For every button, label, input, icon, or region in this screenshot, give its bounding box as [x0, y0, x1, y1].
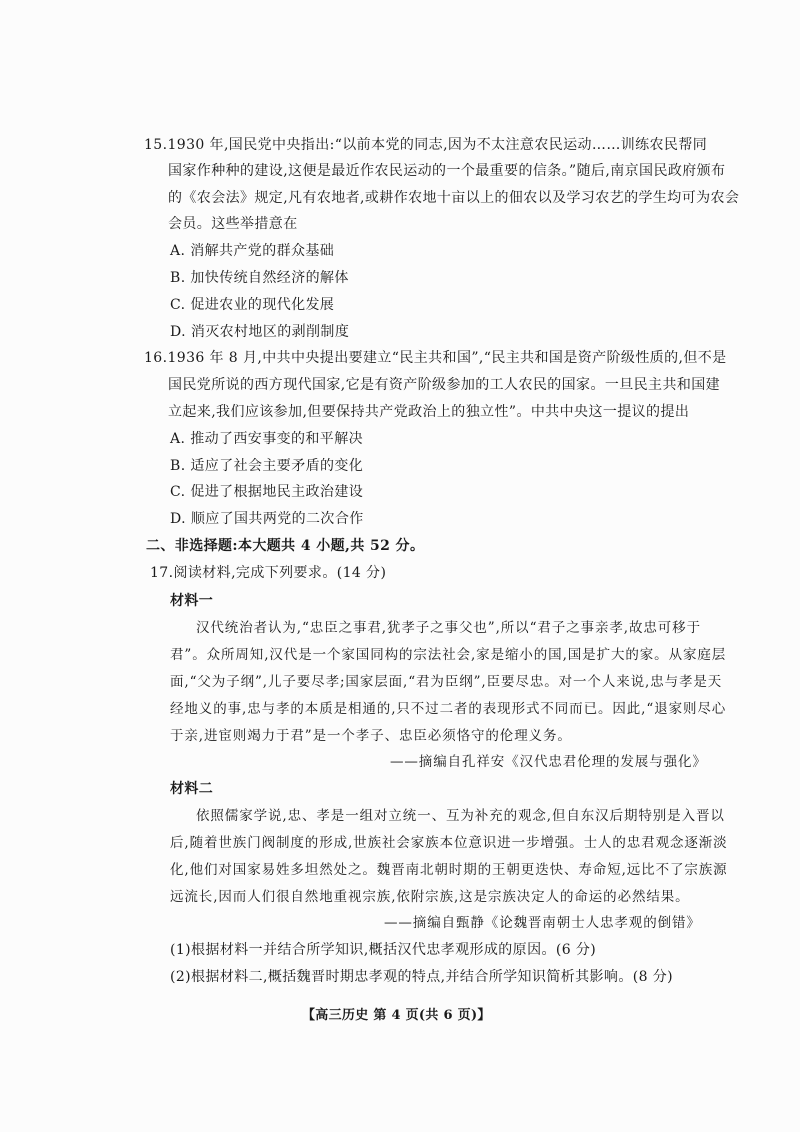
- material-1-line-2: 君”。众所周知,汉代是一个家国同构的宗法社会,家是缩小的国,国是扩大的家。从家庭层: [170, 647, 727, 663]
- section-heading: 二、非选择题:本大题共 4 小题,共 52 分。: [146, 538, 425, 554]
- q16-option-a: A. 推动了西安事变的和平解决: [170, 431, 364, 447]
- q15-option-a: A. 消解共产党的群众基础: [170, 243, 335, 259]
- material-2-title: 材料二: [170, 781, 214, 797]
- q15-line-3: 的《农会法》规定,凡有农地者,或耕作农地十亩以上的佃农以及学习农艺的学生均可为农会: [168, 190, 740, 206]
- q15-option-b: B. 加快传统自然经济的解体: [170, 270, 349, 286]
- q16-line-1: 16.1936 年 8 月,中共中央提出要建立“民主共和国”,“民主共和国是资产阶级性质的,但不是: [144, 350, 727, 366]
- page-footer: 【高三历史 第 4 页(共 6 页)】: [302, 1008, 491, 1023]
- q15-option-c: C. 促进农业的现代化发展: [170, 297, 335, 313]
- q15-line-1: 15.1930 年,国民党中央指出:“以前本党的同志,因为不太注意农民运动……训练农民帮同: [144, 137, 708, 153]
- q16-line-3: 立起来,我们应该参加,但要保持共产党政治上的独立性”。中共中央这一提议的提出: [168, 404, 690, 420]
- q15-line-2: 国家作种种的建设,这便是最近作农民运动的一个最重要的信条。”随后,南京国民政府颁布: [168, 163, 726, 179]
- material-2-source: ——摘编自甄静《论魏晋南朝士人忠孝观的倒错》: [384, 915, 701, 931]
- material-1-title: 材料一: [170, 593, 214, 609]
- q16-option-c: C. 促进了根据地民主政治建设: [170, 484, 364, 500]
- material-2-line-3: 化,他们对国家易姓多坦然处之。魏晋南北朝时期的王朝更迭快、寿命短,远比不了宗族源: [170, 862, 728, 878]
- q16-option-b: B. 适应了社会主要矛盾的变化: [170, 458, 364, 474]
- q17-requirement-2: (2)根据材料二,概括魏晋时期忠孝观的特点,并结合所学知识简析其影响。(8 分): [170, 969, 674, 985]
- material-2-line-4: 远流长,因而人们很自然地重视宗族,依附宗族,这是宗族决定人的命运的必然结果。: [170, 889, 690, 905]
- material-1-line-5: 于亲,进宦则竭力于君”是一个孝子、忠臣必须恪守的伦理义务。: [170, 728, 572, 744]
- q15-option-d: D. 消灭农村地区的剥削制度: [170, 324, 350, 340]
- q16-line-2: 国民党所说的西方现代国家,它是有资产阶级参加的工人农民的国家。一旦民主共和国建: [168, 377, 721, 393]
- material-1-line-4: 经地义的事,忠与孝的本质是相通的,只不过二者的表现形式不同而已。因此,“退家则尽心: [170, 701, 727, 717]
- material-1-line-3: 面,“父为子纲”,儿子要尽孝;国家层面,“君为臣纲”,臣要尽忠。对一个人来说,忠与孝是天: [170, 674, 723, 690]
- material-2-line-1: 依照儒家学说,忠、孝是一组对立统一、互为补充的观念,但自东汉后期特别是入晋以: [196, 808, 725, 824]
- q17-stem: 17.阅读材料,完成下列要求。(14 分): [150, 565, 387, 581]
- q17-requirement-1: (1)根据材料一并结合所学知识,概括汉代忠孝观形成的原因。(6 分): [170, 942, 597, 958]
- material-1-source: ——摘编自孔祥安《汉代忠君伦理的发展与强化》: [390, 754, 707, 770]
- material-2-line-2: 后,随着世族门阀制度的形成,世族社会家族本位意识进一步增强。士人的忠君观念逐渐淡: [170, 835, 728, 851]
- material-1-line-1: 汉代统治者认为,“忠臣之事君,犹孝子之事父也”,所以“君子之事亲孝,故忠可移于: [196, 620, 701, 636]
- q15-line-4: 会员。这些举措意在: [168, 216, 298, 232]
- q16-option-d: D. 顺应了国共两党的二次合作: [170, 511, 364, 527]
